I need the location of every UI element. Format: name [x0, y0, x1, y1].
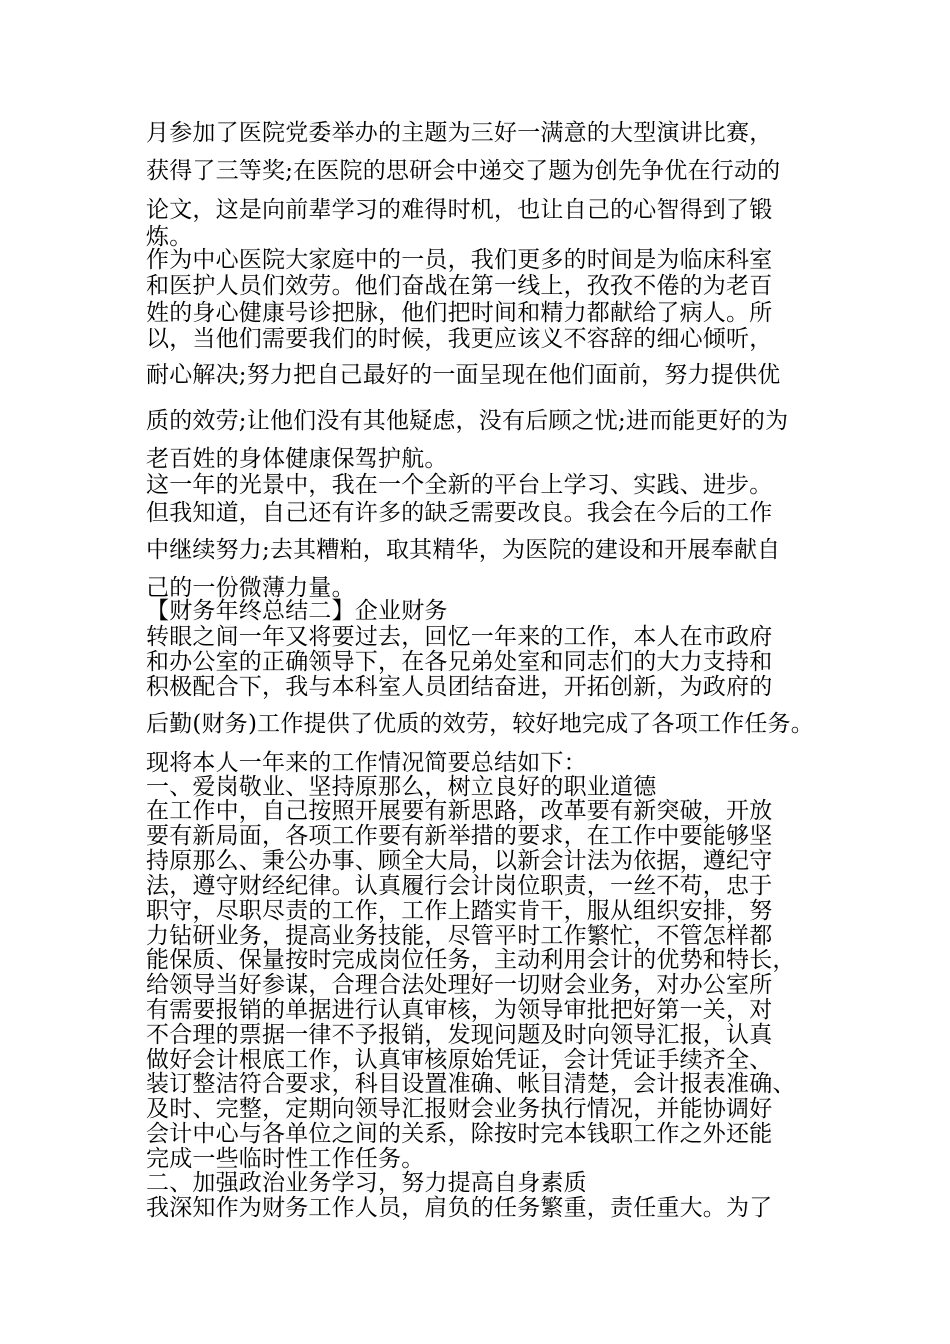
- text-line: 现将本人一年来的工作情况简要总结如下：: [146, 750, 587, 776]
- text-line: 做好会计根底工作，认真审核原始凭证，会计凭证手续齐全、: [146, 1047, 773, 1073]
- text-line: 老百姓的身体健康保驾护航。: [146, 446, 448, 472]
- text-line: 但我知道，自己还有许多的缺乏需要改良。我会在今后的工作: [146, 500, 773, 526]
- paragraph-first-line: 我深知作为财务工作人员，肩负的任务繁重，责任重大。为了: [146, 1195, 773, 1221]
- text-line: 获得了三等奖;在医院的思研会中递交了题为创先争优在行动的: [146, 158, 781, 184]
- text-line: 有需要报销的单据进行认真审核，为领导审批把好第一关，对: [146, 997, 773, 1023]
- paragraph-first-line: 这一年的光景中，我在一个全新的平台上学习、实践、进步。: [146, 472, 773, 498]
- text-line: 月参加了医院党委举办的主题为三好一满意的大型演讲比赛，: [146, 120, 773, 146]
- text-line: 和医护人员们效劳。他们奋战在第一线上，孜孜不倦的为老百: [146, 273, 773, 299]
- text-line: 炼。: [146, 224, 193, 250]
- text-line: 姓的身心健康号诊把脉，他们把时间和精力都献给了病人。所: [146, 300, 773, 326]
- text-line: 不合理的票据一律不予报销，发现问题及时向领导汇报，认真: [146, 1022, 773, 1048]
- text-line: 给领导当好参谋，合理合法处理好一切财会业务，对办公室所: [146, 972, 773, 998]
- text-line: 要有新局面，各项工作要有新举措的要求，在工作中要能够坚: [146, 823, 773, 849]
- section-heading: 【财务年终总结二】企业财务: [146, 598, 448, 624]
- paragraph-first-line: 转眼之间一年又将要过去，回忆一年来的工作，本人在市政府: [146, 624, 773, 650]
- text-line: 和办公室的正确领导下，在各兄弟处室和同志们的大力支持和: [146, 649, 773, 675]
- text-line: 中继续努力;去其糟粕，取其精华，为医院的建设和开展奉献自: [146, 537, 781, 563]
- subsection-heading: 二、加强政治业务学习，努力提高自身素质: [146, 1170, 587, 1196]
- text-line: 法，遵守财经纪律。认真履行会计岗位职责，一丝不苟，忠于: [146, 873, 773, 899]
- text-line: 会计中心与各单位之间的关系，除按时完本钱职工作之外还能: [146, 1121, 773, 1147]
- subsection-heading: 一、爱岗敬业、坚持原那么，树立良好的职业道德: [146, 774, 657, 800]
- text-line: 职守，尽职尽责的工作，工作上踏实肯干，服从组织安排，努: [146, 898, 773, 924]
- text-line: 论文，这是向前辈学习的难得时机，也让自己的心智得到了锻: [146, 197, 773, 223]
- text-line: 耐心解决;努力把自己最好的一面呈现在他们面前，努力提供优: [146, 362, 781, 388]
- text-line: 能保质、保量按时完成岗位任务，主动利用会计的优势和特长，: [146, 947, 796, 973]
- text-line: 及时、完整，定期向领导汇报财会业务执行情况，并能协调好: [146, 1096, 773, 1122]
- text-line: 力钻研业务，提高业务技能，尽管平时工作繁忙，不管怎样都: [146, 923, 773, 949]
- text-line: 以，当他们需要我们的时候，我更应该义不容辞的细心倾听，: [146, 326, 773, 352]
- text-line: 己的一份微薄力量。: [146, 575, 355, 601]
- text-line: 质的效劳;让他们没有其他疑虑，没有后顾之忧;进而能更好的为: [146, 408, 789, 434]
- text-line: 装订整洁符合要求，科目设置准确、帐目清楚，会计报表准确、: [146, 1071, 796, 1097]
- paragraph-first-line: 在工作中，自己按照开展要有新思路，改革要有新突破，开放: [146, 798, 773, 824]
- text-line: 持原那么、秉公办事、顾全大局，以新会计法为依据，遵纪守: [146, 848, 773, 874]
- text-line: 完成一些临时性工作任务。: [146, 1146, 425, 1172]
- paragraph-first-line: 作为中心医院大家庭中的一员，我们更多的时间是为临床科室: [146, 247, 773, 273]
- text-line: 积极配合下，我与本科室人员团结奋进，开拓创新，为政府的: [146, 674, 773, 700]
- text-line: 后勤(财务)工作提供了优质的效劳，较好地完成了各项工作任务。: [146, 711, 814, 737]
